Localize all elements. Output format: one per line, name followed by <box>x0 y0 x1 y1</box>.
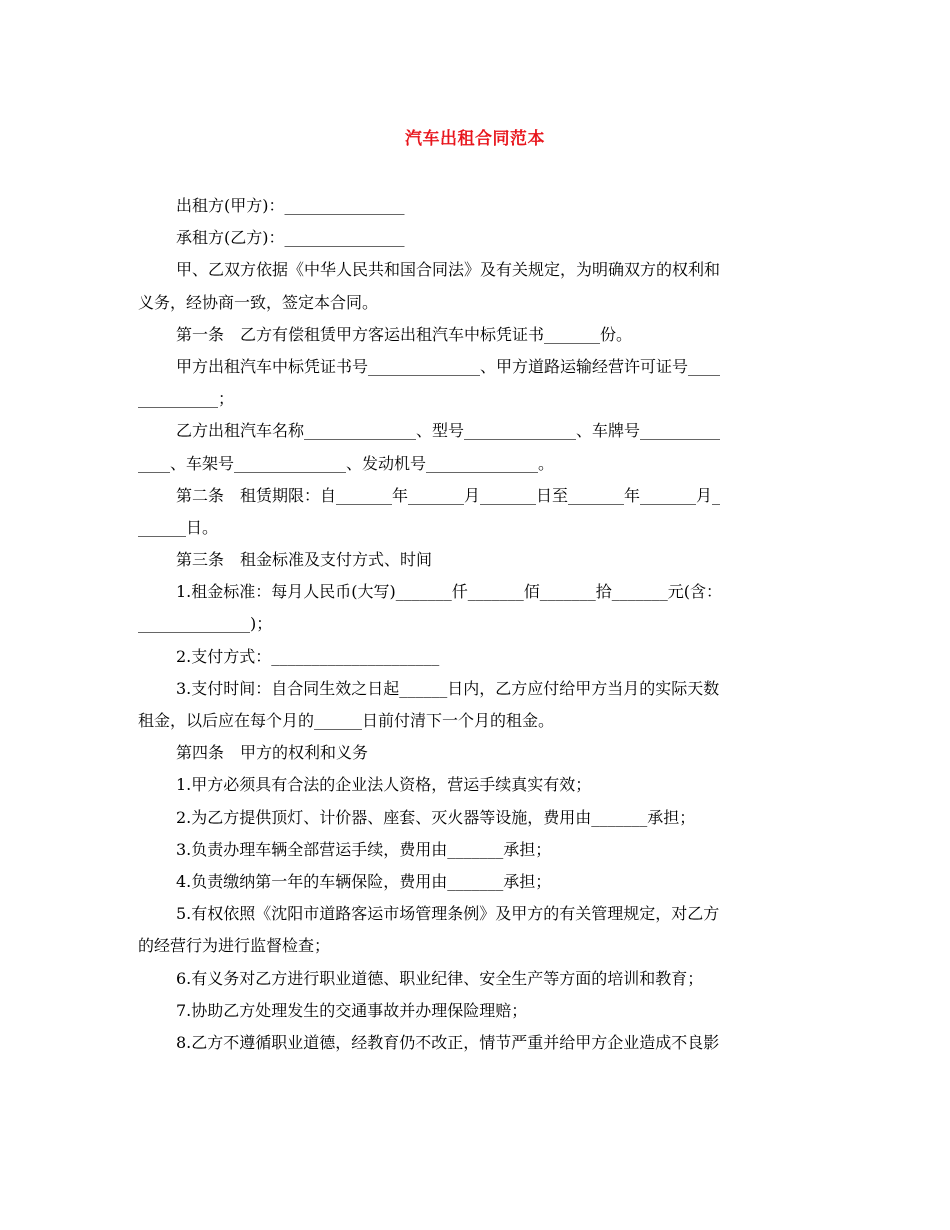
document-line: 6.有义务对乙方进行职业道德、职业纪律、安全生产等方面的培训和教育； <box>176 968 704 988</box>
document-line: 8.乙方不遵循职业道德，经教育仍不改正，情节严重并给甲方企业造成不良影 <box>176 1032 720 1052</box>
document-line: 4.负责缴纳第一年的车辆保险，费用由_______承担； <box>176 871 552 891</box>
document-line: 1.租金标准：每月人民币(大写)_______仟_______佰_______拾_______元(含： <box>176 582 722 602</box>
document-line: 义务，经协商一致，签定本合同。 <box>138 292 379 312</box>
document-line: ______________)； <box>138 614 273 634</box>
document-line: 租金，以后应在每个月的______日前付清下一个月的租金。 <box>138 711 555 730</box>
document-line: 乙方出租汽车名称______________、型号______________、车牌号__________ <box>176 421 721 441</box>
document-title: 汽车出租合同范本 <box>405 129 545 149</box>
document-line: __________； <box>138 389 235 409</box>
document-line: 1.甲方必须具有合法的企业法人资格，营运手续真实有效； <box>176 775 592 795</box>
document-line: 第三条 租金标准及支付方式、时间 <box>176 550 433 570</box>
document-body <box>138 190 818 1059</box>
document-line: 3.支付时间：自合同生效之日起______日内，乙方应付给甲方当月的实际天数 <box>176 678 720 698</box>
document-line: 第一条 乙方有偿租赁甲方客运出租汽车中标凭证书_______份。 <box>176 324 633 344</box>
document-line: 5.有权依照《沈阳市道路客运市场管理条例》及甲方的有关管理规定，对乙方 <box>176 904 720 924</box>
document-line: 2.支付方式：_____________________ <box>176 646 440 666</box>
document-line: 出租方(甲方)：_______________ <box>176 196 405 215</box>
document-line: 3.负责办理车辆全部营运手续，费用由_______承担； <box>176 839 552 859</box>
document-line: 2.为乙方提供顶灯、计价器、座套、灭火器等设施，费用由_______承担； <box>176 807 696 827</box>
document-line: ______日。 <box>138 517 219 537</box>
document-line: 甲、乙双方依据《中华人民共和国合同法》及有关规定，为明确双方的权利和 <box>176 260 721 280</box>
document-line: ____、车架号______________、发动机号______________。 <box>138 453 555 473</box>
document-line: 的经营行为进行监督检查； <box>138 936 331 956</box>
document-line: 第四条 甲方的权利和义务 <box>176 743 369 763</box>
document-line: 甲方出租汽车中标凭证书号______________、甲方道路运输经营许可证号____ <box>176 356 721 376</box>
document-line: 承租方(乙方)：_______________ <box>176 228 405 248</box>
document-line: 第二条 租赁期限：自_______年_______月_______日至_______年_______月_ <box>176 485 721 505</box>
document-line: 7.协助乙方处理发生的交通事故并办理保险理赔； <box>176 1000 528 1020</box>
